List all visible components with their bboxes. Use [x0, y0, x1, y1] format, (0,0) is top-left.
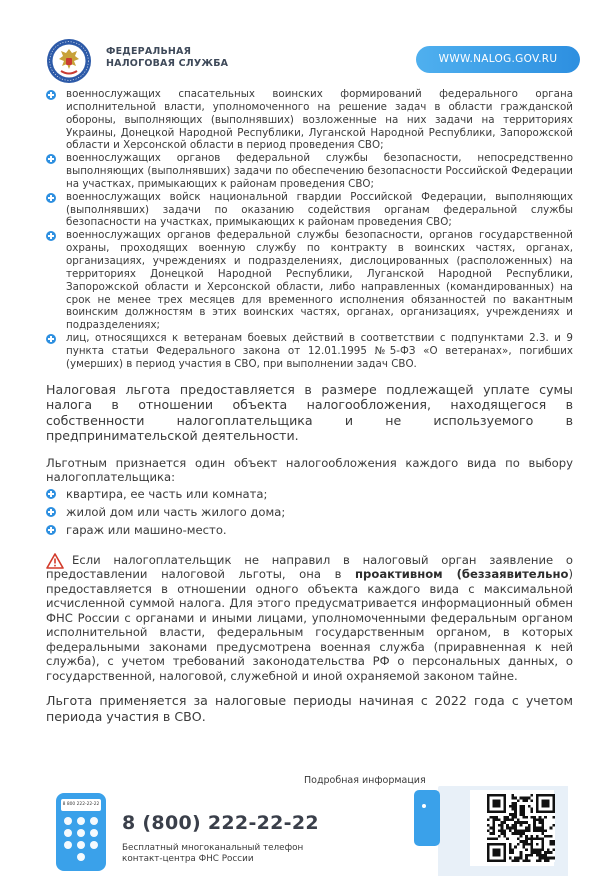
list-item-text: гараж или машино-место.	[66, 522, 227, 537]
list-item-text: военнослужащих органов федеральной службы безопасности, органов государственной охраны, проходящих военную службу по контракту в воинских частях, органах, организациях, учреждениях и подразделениях, дислоцированных (расположенных) на территориях Донецкой Народной Республики, Луганской Народной Республики, Запорожской области и Херсонской области, либо направленных (командированных) на срок не менее трех месяцев для временного исполнения обязанностей по вакантным воинским должностям в этих воинских частях, органах, организациях, учреждениях и подразделениях;	[66, 229, 573, 332]
hotline-caption-line1: Бесплатный многоканальный телефон	[122, 843, 304, 853]
plus-bullet-icon	[46, 154, 56, 164]
warning-triangle-icon	[46, 553, 64, 569]
qr-block	[414, 786, 568, 876]
list-item	[46, 152, 573, 191]
eligible-list	[46, 88, 573, 371]
list-item	[46, 503, 573, 521]
tablet-tab-icon	[414, 790, 440, 846]
warning-block	[46, 553, 573, 684]
list-item	[46, 521, 573, 539]
fns-emblem-logo	[46, 38, 92, 84]
warning-text-end: ) предоставляется в отношении одного объекта каждого вида с максимальной исчисленной суммой налога. Для этого предусматривается информационный обмен ФНС России с органами и иными лицами, уполномоченными федеральным органом исполнительной власти, федеральным государственным органом, в которых федеральными законами предусмотрена военная служба (приравненная к ней служба), с учетом требований законодательства РФ о персональных данных, о государственной, налоговой, служебной и иной охраняемой законом тайне.	[46, 567, 573, 683]
phone-screen-number: 8 800 222-22-22	[61, 799, 101, 811]
org-name-line2: НАЛОГОВАЯ СЛУЖБА	[106, 58, 229, 69]
page-header	[0, 0, 608, 88]
plus-bullet-icon	[46, 489, 56, 499]
list-item-text: военнослужащих органов федеральной службы безопасности, непосредственно выполняющих (выполнявших) задачи по обеспечению безопасности Российской Федерации на участках, примыкающих к районам проведения СВО;	[66, 152, 573, 190]
list-item-text: военнослужащих войск национальной гвардии Российской Федерации, выполняющих (выполнявших) задачи по оказанию содействия органам федеральной службы безопасности на участках, примыкающих к районам проведения СВО;	[66, 190, 573, 229]
hotline-number[interactable]: 8 (800) 222-22-22	[122, 812, 319, 834]
plus-bullet-icon	[46, 525, 56, 535]
qr-code-icon[interactable]	[487, 794, 555, 862]
object-intro: Льготным признается один объект налогообложения каждого вида по выбору налогоплательщика:	[46, 455, 573, 485]
list-item-text: жилой дом или часть жилого дома;	[66, 504, 286, 519]
website-link[interactable]: WWW.NALOG.GOV.RU	[416, 46, 580, 73]
period-paragraph: Льгота применяется за налоговые периоды начиная с 2022 года с учетом периода участия в СВО.	[46, 693, 573, 725]
hotline-caption	[122, 843, 303, 865]
org-name	[106, 46, 228, 70]
list-item	[46, 191, 573, 230]
warning-text-start: Если налогоплательщик не направил в налоговый орган заявление о предоставлении налоговой льготы, она в	[46, 552, 573, 582]
objects-list	[46, 485, 573, 539]
org-name-line1: ФЕДЕРАЛЬНАЯ	[106, 46, 192, 57]
more-info-label: Подробная информация	[304, 775, 426, 786]
list-item	[46, 88, 573, 152]
hotline-caption-line2: контакт-центра ФНС России	[122, 854, 254, 864]
list-item	[46, 485, 573, 503]
list-item	[46, 229, 573, 332]
plus-bullet-icon	[46, 507, 56, 517]
phone-icon	[56, 793, 106, 871]
list-item	[46, 332, 573, 371]
plus-bullet-icon	[46, 231, 56, 241]
list-item-text: военнослужащих спасательных воинских формирований федерального органа исполнительной власти, уполномоченного на решение задач в области гражданской обороны, выполняющих (выполнявших) возложенные на них задачи на территориях Украины, Донецкой Народной Республики, Луганской Народной Республики, Запорожской области и Херсонской области в период проведения СВО;	[66, 88, 573, 152]
warning-text-bold: проактивном (беззаявительно	[355, 567, 569, 582]
warning-text	[46, 553, 573, 684]
plus-bullet-icon	[46, 334, 56, 344]
list-item-text: квартира, ее часть или комната;	[66, 486, 268, 501]
main-content	[46, 88, 573, 725]
plus-bullet-icon	[46, 193, 56, 203]
list-item-text: лиц, относящихся к ветеранам боевых действий в соответствии с подпунктами 2.3. и 9 пункта статьи Федерального закона от 12.01.1995 №5-ФЗ «О ветеранах», погибших (умерших) в период участия в СВО, при выполнении задач СВО.	[66, 332, 573, 370]
plus-bullet-icon	[46, 90, 56, 100]
benefit-paragraph: Налоговая льгота предоставляется в размере подлежащей уплате сумы налога в отношении объекта налогообложения, находящегося в собственности налогоплательщика и не используемого в предпринимательской деятельности.	[46, 381, 573, 444]
